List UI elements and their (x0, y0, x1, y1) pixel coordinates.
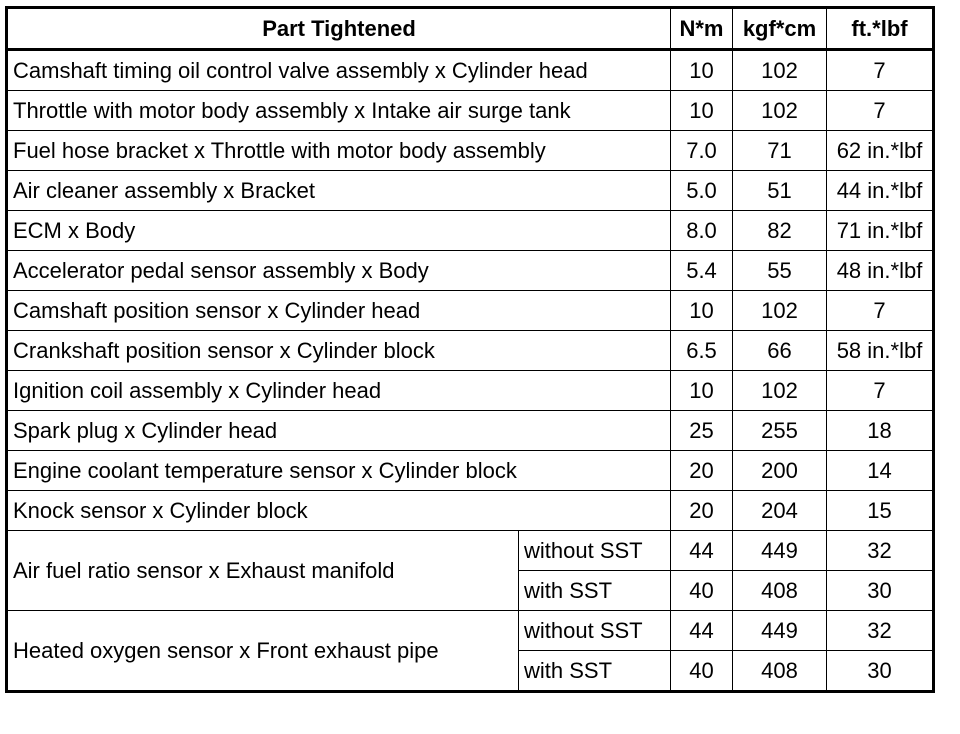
torque-specification-table (5, 6, 935, 693)
nm-value-cell: 44 (671, 531, 733, 571)
table-row (7, 531, 934, 571)
kgfcm-value-cell: 51 (733, 171, 827, 211)
part-name-cell: Ignition coil assembly x Cylinder head (7, 371, 671, 411)
table-row (7, 451, 934, 491)
kgfcm-value-cell: 55 (733, 251, 827, 291)
kgfcm-value-cell: 82 (733, 211, 827, 251)
kgfcm-value-cell: 408 (733, 571, 827, 611)
ftlbf-value-cell: 71 in.*lbf (827, 211, 934, 251)
nm-value-cell: 20 (671, 491, 733, 531)
part-name-cell: Engine coolant temperature sensor x Cylinder block (7, 451, 671, 491)
nm-value-cell: 20 (671, 451, 733, 491)
kgfcm-value-cell: 66 (733, 331, 827, 371)
kgfcm-value-cell: 71 (733, 131, 827, 171)
kgfcm-value-cell: 449 (733, 531, 827, 571)
nm-value-cell: 10 (671, 50, 733, 91)
ftlbf-value-cell: 30 (827, 651, 934, 692)
nm-value-cell: 5.4 (671, 251, 733, 291)
nm-value-cell: 25 (671, 411, 733, 451)
table-row (7, 371, 934, 411)
table-row (7, 171, 934, 211)
nm-value-cell: 8.0 (671, 211, 733, 251)
ftlbf-value-cell: 48 in.*lbf (827, 251, 934, 291)
part-name-cell: Air fuel ratio sensor x Exhaust manifold (7, 531, 519, 611)
kgfcm-value-cell: 449 (733, 611, 827, 651)
nm-value-cell: 6.5 (671, 331, 733, 371)
nm-value-cell: 5.0 (671, 171, 733, 211)
ftlbf-value-cell: 15 (827, 491, 934, 531)
kgfcm-value-cell: 200 (733, 451, 827, 491)
ftlbf-value-cell: 44 in.*lbf (827, 171, 934, 211)
condition-cell: with SST (519, 571, 671, 611)
ftlbf-value-cell: 62 in.*lbf (827, 131, 934, 171)
ftlbf-value-cell: 58 in.*lbf (827, 331, 934, 371)
header-ftlbf: ft.*lbf (827, 8, 934, 50)
nm-value-cell: 10 (671, 371, 733, 411)
nm-value-cell: 7.0 (671, 131, 733, 171)
kgfcm-value-cell: 102 (733, 91, 827, 131)
part-name-cell: ECM x Body (7, 211, 671, 251)
part-name-cell: Throttle with motor body assembly x Intake air surge tank (7, 91, 671, 131)
part-name-cell: Crankshaft position sensor x Cylinder block (7, 331, 671, 371)
header-kgfcm: kgf*cm (733, 8, 827, 50)
ftlbf-value-cell: 7 (827, 91, 934, 131)
table-row (7, 611, 934, 651)
condition-cell: without SST (519, 611, 671, 651)
ftlbf-value-cell: 30 (827, 571, 934, 611)
nm-value-cell: 44 (671, 611, 733, 651)
ftlbf-value-cell: 7 (827, 50, 934, 91)
nm-value-cell: 40 (671, 571, 733, 611)
part-name-cell: Camshaft timing oil control valve assembly x Cylinder head (7, 50, 671, 91)
table-row (7, 411, 934, 451)
ftlbf-value-cell: 32 (827, 531, 934, 571)
part-name-cell: Air cleaner assembly x Bracket (7, 171, 671, 211)
table-row (7, 251, 934, 291)
part-name-cell: Spark plug x Cylinder head (7, 411, 671, 451)
nm-value-cell: 40 (671, 651, 733, 692)
condition-cell: without SST (519, 531, 671, 571)
nm-value-cell: 10 (671, 91, 733, 131)
ftlbf-value-cell: 18 (827, 411, 934, 451)
table-row (7, 291, 934, 331)
nm-value-cell: 10 (671, 291, 733, 331)
ftlbf-value-cell: 7 (827, 291, 934, 331)
header-part-tightened: Part Tightened (7, 8, 671, 50)
ftlbf-value-cell: 32 (827, 611, 934, 651)
kgfcm-value-cell: 102 (733, 371, 827, 411)
table-row (7, 50, 934, 91)
table-body (7, 50, 934, 692)
part-name-cell: Accelerator pedal sensor assembly x Body (7, 251, 671, 291)
part-name-cell: Fuel hose bracket x Throttle with motor body assembly (7, 131, 671, 171)
kgfcm-value-cell: 102 (733, 291, 827, 331)
header-nm: N*m (671, 8, 733, 50)
part-name-cell: Camshaft position sensor x Cylinder head (7, 291, 671, 331)
kgfcm-value-cell: 204 (733, 491, 827, 531)
part-name-cell: Knock sensor x Cylinder block (7, 491, 671, 531)
table-header-row (7, 8, 934, 50)
condition-cell: with SST (519, 651, 671, 692)
table-row (7, 331, 934, 371)
kgfcm-value-cell: 102 (733, 50, 827, 91)
table-row (7, 131, 934, 171)
ftlbf-value-cell: 14 (827, 451, 934, 491)
table-row (7, 211, 934, 251)
table-row (7, 91, 934, 131)
kgfcm-value-cell: 255 (733, 411, 827, 451)
ftlbf-value-cell: 7 (827, 371, 934, 411)
part-name-cell: Heated oxygen sensor x Front exhaust pipe (7, 611, 519, 692)
kgfcm-value-cell: 408 (733, 651, 827, 692)
table-row (7, 491, 934, 531)
